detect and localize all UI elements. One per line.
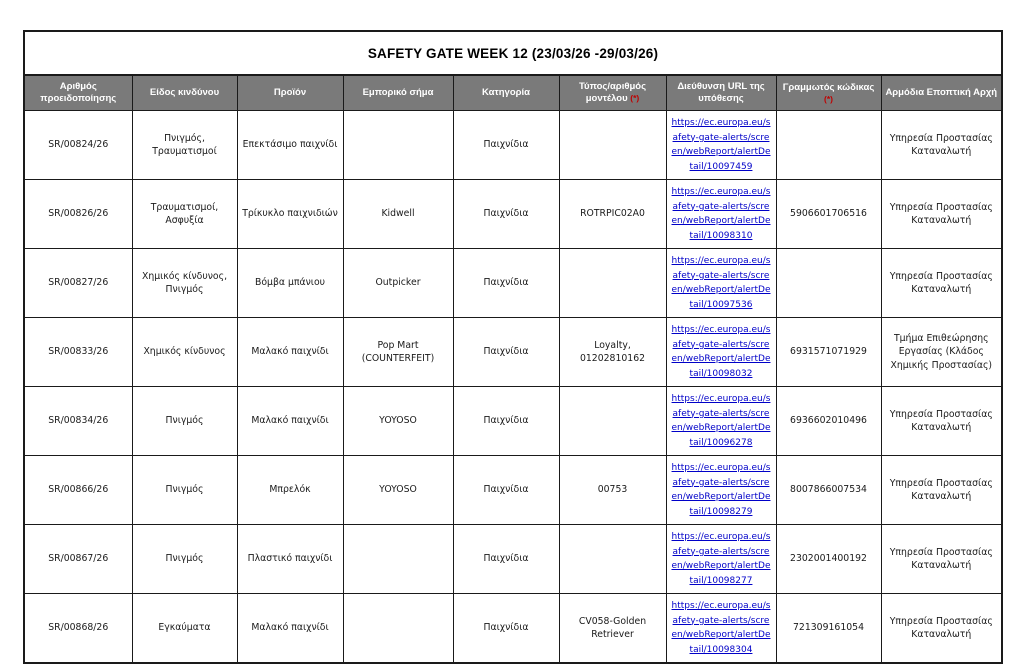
header-alert-number: Αριθμός προειδοποίησης (24, 75, 132, 111)
model-cell (559, 111, 666, 180)
barcode-cell (776, 249, 881, 318)
category-cell: Παιχνίδια (453, 318, 559, 387)
model-cell (559, 387, 666, 456)
risk-type-cell: Χημικός κίνδυνος, Πνιγμός (132, 249, 237, 318)
header-authority: Αρμόδια Εποπτική Αρχή (881, 75, 1002, 111)
model-cell (559, 525, 666, 594)
case-url-link[interactable]: https://ec.europa.eu/safety-gate-alerts/screen/webReport/alertDetail/10098279 (671, 463, 771, 517)
risk-type-cell: Τραυματισμοί, Ασφυξία (132, 180, 237, 249)
case-url-link[interactable]: https://ec.europa.eu/safety-gate-alerts/screen/webReport/alertDetail/10097459 (671, 118, 771, 172)
brand-cell: Outpicker (343, 249, 453, 318)
alert-number-cell: SR/00834/26 (24, 387, 132, 456)
model-cell: 00753 (559, 456, 666, 525)
case-url-link[interactable]: https://ec.europa.eu/safety-gate-alerts/screen/webReport/alertDetail/10098032 (671, 325, 771, 379)
alert-number-cell: SR/00866/26 (24, 456, 132, 525)
header-model (559, 75, 666, 111)
table-row (24, 387, 1002, 456)
case-url-link[interactable]: https://ec.europa.eu/safety-gate-alerts/screen/webReport/alertDetail/10098277 (671, 532, 771, 586)
alert-number-cell: SR/00868/26 (24, 594, 132, 664)
product-cell: Μαλακό παιχνίδι (237, 387, 343, 456)
table-row (24, 525, 1002, 594)
brand-cell: YOYOSO (343, 456, 453, 525)
title-row (24, 31, 1002, 75)
model-cell (559, 249, 666, 318)
risk-type-cell: Πνιγμός (132, 387, 237, 456)
case-url-link[interactable]: https://ec.europa.eu/safety-gate-alerts/screen/webReport/alertDetail/10097536 (671, 256, 771, 310)
authority-cell: Υπηρεσία Προστασίας Καταναλωτή (881, 111, 1002, 180)
brand-cell (343, 594, 453, 664)
category-cell: Παιχνίδια (453, 180, 559, 249)
authority-cell: Υπηρεσία Προστασίας Καταναλωτή (881, 594, 1002, 664)
report-title: SAFETY GATE WEEK 12 (23/03/26 -29/03/26) (24, 31, 1002, 75)
brand-cell: YOYOSO (343, 387, 453, 456)
case-url-link[interactable]: https://ec.europa.eu/safety-gate-alerts/screen/webReport/alertDetail/10098310 (671, 187, 771, 241)
table-row (24, 180, 1002, 249)
safety-gate-table (23, 30, 1003, 664)
alert-number-cell: SR/00833/26 (24, 318, 132, 387)
barcode-cell: 6931571071929 (776, 318, 881, 387)
model-cell: CV058-Golden Retriever (559, 594, 666, 664)
header-case-url: Διεύθυνση URL της υπόθεσης (666, 75, 776, 111)
authority-cell: Τμήμα Επιθεώρησης Εργασίας (Κλάδος Χημικής Προστασίας) (881, 318, 1002, 387)
authority-cell: Υπηρεσία Προστασίας Καταναλωτή (881, 387, 1002, 456)
authority-cell: Υπηρεσία Προστασίας Καταναλωτή (881, 180, 1002, 249)
product-cell: Μπρελόκ (237, 456, 343, 525)
model-cell: Loyalty, 01202810162 (559, 318, 666, 387)
barcode-cell: 721309161054 (776, 594, 881, 664)
product-cell: Επεκτάσιμο παιχνίδι (237, 111, 343, 180)
header-category: Κατηγορία (453, 75, 559, 111)
brand-cell (343, 111, 453, 180)
risk-type-cell: Εγκαύματα (132, 594, 237, 664)
brand-cell (343, 525, 453, 594)
header-barcode-footnote: (*) (824, 93, 833, 104)
risk-type-cell: Πνιγμός (132, 525, 237, 594)
case-url-link[interactable]: https://ec.europa.eu/safety-gate-alerts/screen/webReport/alertDetail/10096278 (671, 394, 771, 448)
category-cell: Παιχνίδια (453, 387, 559, 456)
barcode-cell: 2302001400192 (776, 525, 881, 594)
alert-number-cell: SR/00826/26 (24, 180, 132, 249)
case-url-link[interactable]: https://ec.europa.eu/safety-gate-alerts/screen/webReport/alertDetail/10098304 (671, 601, 771, 655)
category-cell: Παιχνίδια (453, 249, 559, 318)
table-row (24, 111, 1002, 180)
risk-type-cell: Πνιγμός, Τραυματισμοί (132, 111, 237, 180)
table-row (24, 456, 1002, 525)
brand-cell: Pop Mart (COUNTERFEIT) (343, 318, 453, 387)
risk-type-cell: Πνιγμός (132, 456, 237, 525)
barcode-cell: 5906601706516 (776, 180, 881, 249)
header-model-label: Τύπος/αριθμός μοντέλου (578, 81, 647, 104)
header-barcode (776, 75, 881, 111)
product-cell: Μαλακό παιχνίδι (237, 594, 343, 664)
header-risk-type: Είδος κινδύνου (132, 75, 237, 111)
table-row (24, 318, 1002, 387)
product-cell: Τρίκυκλο παιχνιδιών (237, 180, 343, 249)
product-cell: Βόμβα μπάνιου (237, 249, 343, 318)
header-brand: Εμπορικό σήμα (343, 75, 453, 111)
authority-cell: Υπηρεσία Προστασίας Καταναλωτή (881, 525, 1002, 594)
header-barcode-label: Γραμμωτός κώδικας (782, 81, 875, 93)
model-cell: ROTRPIC02A0 (559, 180, 666, 249)
barcode-cell: 8007866007534 (776, 456, 881, 525)
barcode-cell: 6936602010496 (776, 387, 881, 456)
barcode-cell (776, 111, 881, 180)
product-cell: Πλαστικό παιχνίδι (237, 525, 343, 594)
alert-number-cell: SR/00827/26 (24, 249, 132, 318)
category-cell: Παιχνίδια (453, 594, 559, 664)
category-cell: Παιχνίδια (453, 456, 559, 525)
header-model-footnote: (*) (630, 93, 640, 103)
table-row (24, 594, 1002, 664)
brand-cell: Kidwell (343, 180, 453, 249)
authority-cell: Υπηρεσία Προστασίας Καταναλωτή (881, 249, 1002, 318)
category-cell: Παιχνίδια (453, 525, 559, 594)
authority-cell: Υπηρεσία Προστασίας Καταναλωτή (881, 456, 1002, 525)
alert-number-cell: SR/00867/26 (24, 525, 132, 594)
product-cell: Μαλακό παιχνίδι (237, 318, 343, 387)
category-cell: Παιχνίδια (453, 111, 559, 180)
alert-number-cell: SR/00824/26 (24, 111, 132, 180)
table-row (24, 249, 1002, 318)
header-row (24, 75, 1002, 111)
header-product: Προϊόν (237, 75, 343, 111)
risk-type-cell: Χημικός κίνδυνος (132, 318, 237, 387)
